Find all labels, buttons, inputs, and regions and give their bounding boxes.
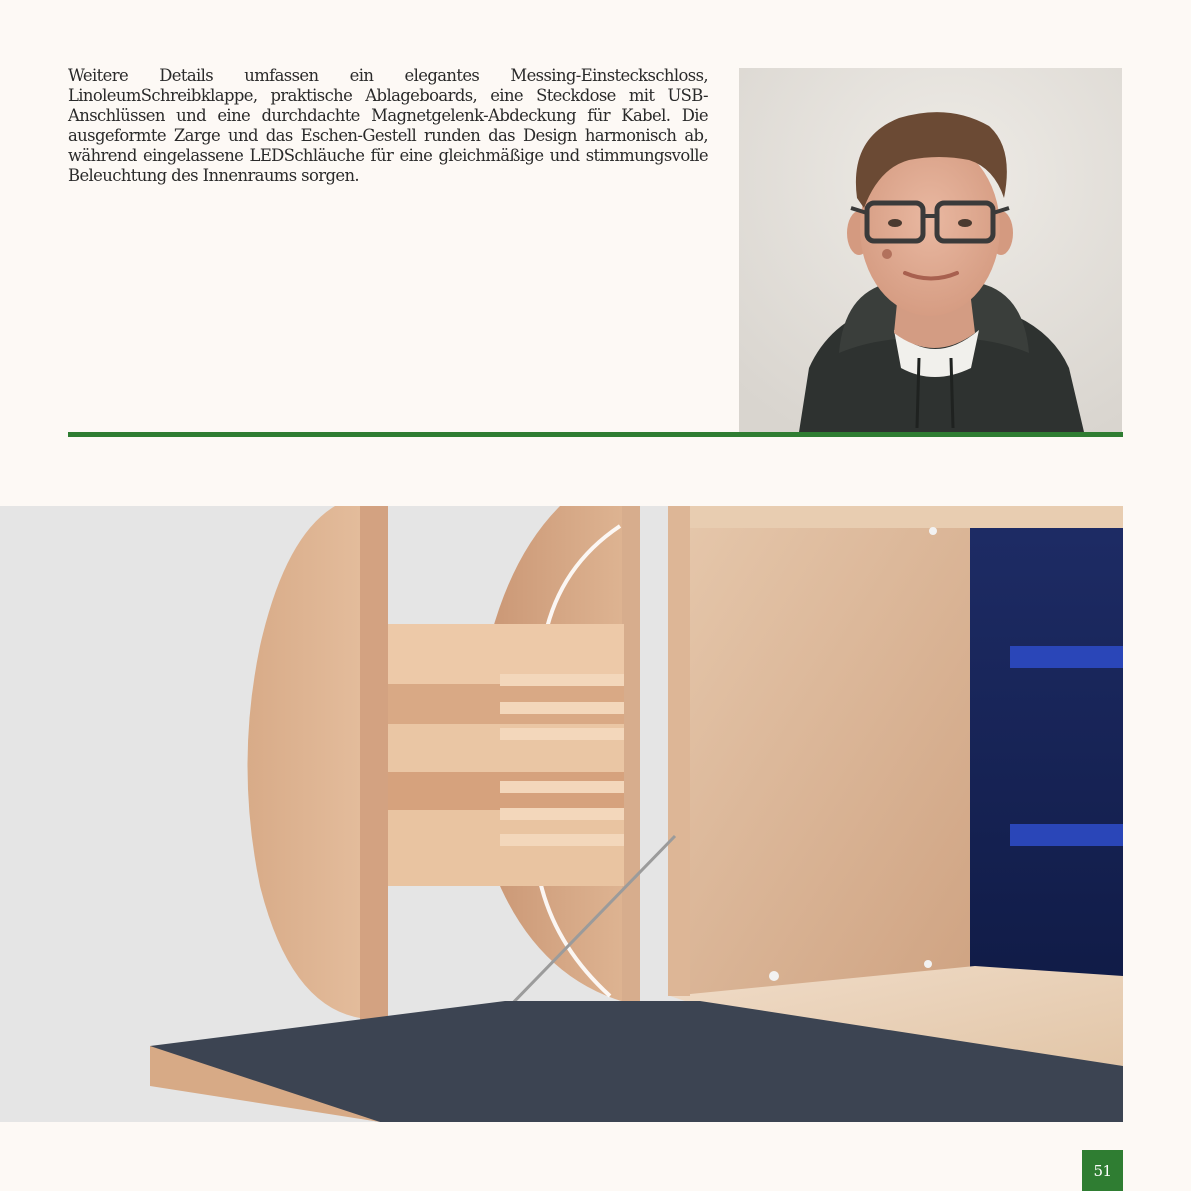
section-divider bbox=[68, 432, 1123, 437]
page-number-badge bbox=[1082, 1150, 1123, 1191]
desk-cabinet-photo bbox=[0, 506, 1123, 1122]
page-number: 51 bbox=[1093, 1161, 1112, 1180]
article-body-text: Weitere Details umfassen ein elegantes Messing-Einsteckschloss, LinoleumSchreibklappe, praktische Ablageboards, eine Steckdose mit USB-Anschlüssen und eine durchdachte Magnetgelenk-Abdeckung für Kabel. Die ausgeformte Zarge und das Eschen-Gestell runden das Design harmonisch ab, während eingelassene LEDSchläuche für eine gleichmäßige und stimmungsvolle Beleuchtung des Innenraums sorgen. bbox=[68, 66, 708, 185]
author-portrait-photo bbox=[739, 68, 1122, 432]
